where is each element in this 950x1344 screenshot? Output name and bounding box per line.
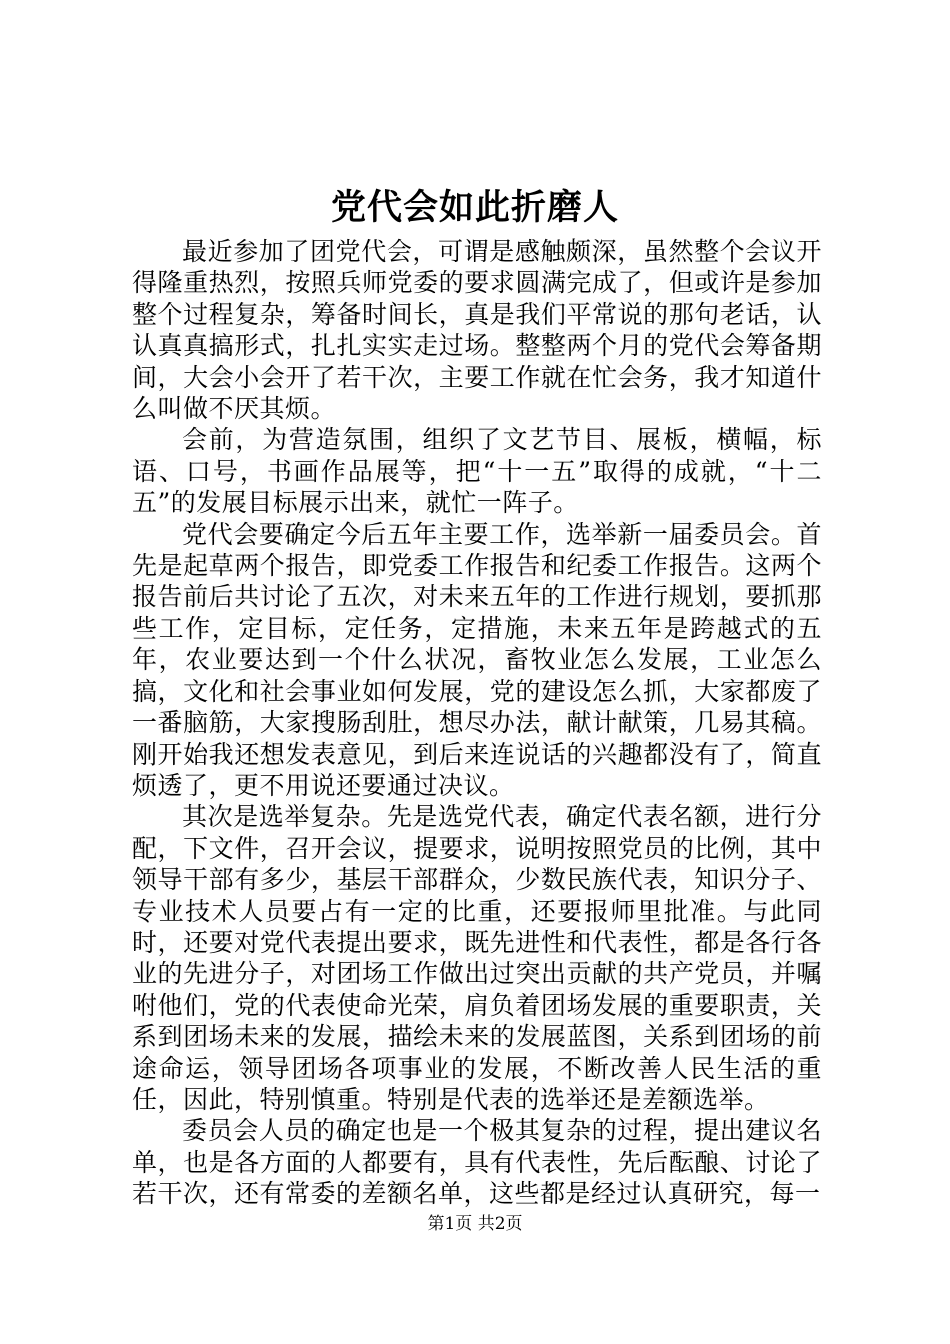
paragraph-5: 委员会人员的确定也是一个极其复杂的过程，提出建议名单，也是各方面的人都要有，具有代表性，先后酝酿、讨论了若干次，还有常委的差额名单，这些都是经过认真研究，每一 (132, 1116, 822, 1209)
document-body (132, 236, 822, 1210)
paragraph-2: 会前，为营造氛围，组织了文艺节目、展板，横幅，标语、口号，书画作品展等，把“十一五”取得的成就，“十二五”的发展目标展示出来，就忙一阵子。 (132, 425, 822, 518)
paragraph-3: 党代会要确定今后五年主要工作，选举新一届委员会。首先是起草两个报告，即党委工作报告和纪委工作报告。这两个报告前后共讨论了五次，对未来五年的工作进行规划，要抓那些工作，定目标，定任务，定措施，未来五年是跨越式的五年，农业要达到一个什么状况，畜牧业怎么发展，工业怎么搞，文化和社会事业如何发展，党的建设怎么抓，大家都废了一番脑筋，大家搜肠刮肚，想尽办法，献计献策，几易其稿。刚开始我还想发表意见，到后来连说话的兴趣都没有了，简直烦透了，更不用说还要通过决议。 (132, 519, 822, 800)
paragraph-4: 其次是选举复杂。先是选党代表，确定代表名额，进行分配，下文件，召开会议，提要求，说明按照党员的比例，其中领导干部有多少，基层干部群众，少数民族代表，知识分子、专业技术人员要占有一定的比重，还要报师里批准。与此同时，还要对党代表提出要求，既先进性和代表性，都是各行各业的先进分子，对团场工作做出过突出贡献的共产党员，并嘱咐他们，党的代表使命光荣，肩负着团场发展的重要职责，关系到团场未来的发展，描绘未来的发展蓝图，关系到团场的前途命运，领导团场各项事业的发展，不断改善人民生活的重任，因此，特别慎重。特别是代表的选举还是差额选举。 (132, 802, 822, 1114)
page-footer: 第1页 共2页 (427, 1214, 523, 1234)
document-title: 党代会如此折磨人 (330, 187, 619, 228)
paragraph-1: 最近参加了团党代会，可谓是感触颇深，虽然整个会议开得隆重热烈，按照兵师党委的要求圆满完成了，但或许是参加整个过程复杂，筹备时间长，真是我们平常说的那句老话，认认真真搞形式，扎扎实实走过场。整整两个月的党代会筹备期间，大会小会开了若干次，主要工作就在忙会务，我才知道什么叫做不厌其烦。 (132, 237, 822, 424)
